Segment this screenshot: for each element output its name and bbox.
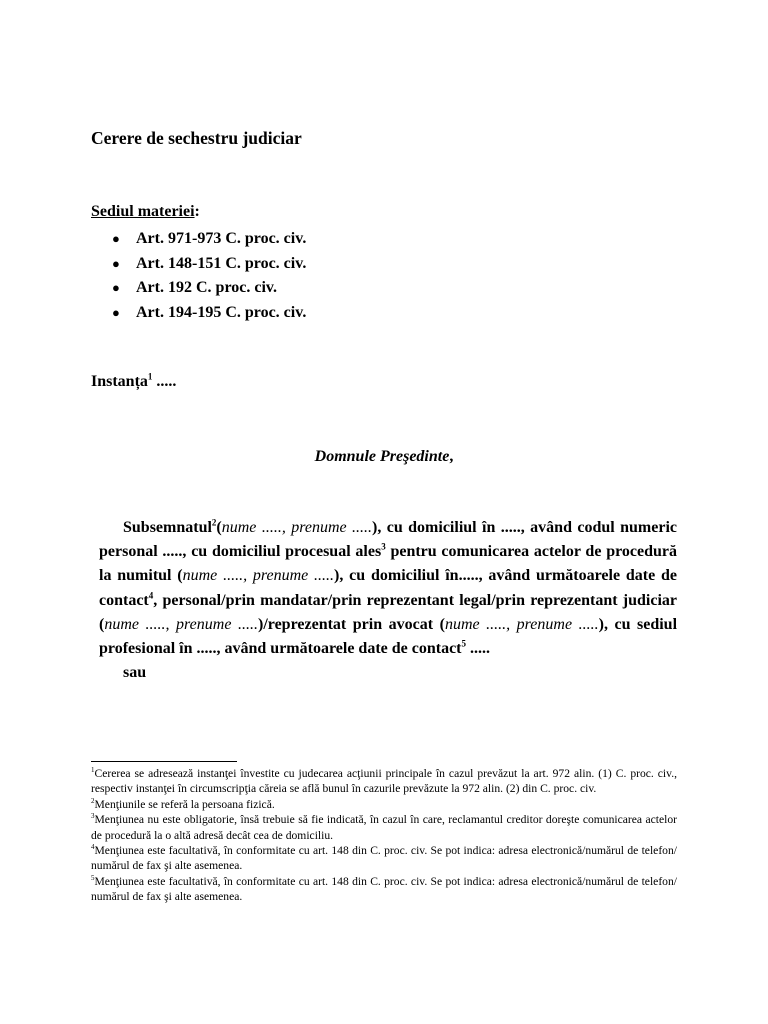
list-item (112, 301, 306, 326)
footnote-text: Menţiunea nu este obligatorie, însă trebuie să fie indicată, în cazul în care, reclamantul creditor doreşte comunicarea actelor de procedură la o altă adresă decât cea de domiciliu. (91, 813, 677, 842)
sediul-heading-colon: : (194, 203, 200, 220)
instanta-label: Instanța (91, 373, 148, 390)
bullet-icon: ● (112, 255, 120, 271)
placeholder-name: nume ....., prenume ..... (182, 567, 335, 585)
body-paragraph (99, 516, 677, 661)
footnote-text: Menţiunea este facultativă, în conformitate cu art. 148 din C. proc. civ. Se pot indica: adresa electronică/numărul de telefon/ numărul de fax şi alte asemenea. (91, 844, 677, 873)
text-segment: , personal/prin mandatar/prin reprezentant legal/prin reprezentant judiciar ( (99, 591, 677, 633)
footnote-text: Menţiunile se referă la persoana fizică. (94, 797, 275, 811)
instanta-dots: ..... (152, 373, 177, 390)
text-segment: )/reprezentat prin avocat ( (257, 615, 445, 633)
article-text: Art. 194-195 C. proc. civ. (136, 303, 307, 321)
text-segment: ), cu sediul profesional în ....., având următoarele date de contact (99, 615, 678, 658)
text-segment: ), cu domiciliul în....., având următoarele date de contact (99, 567, 677, 609)
footnote-ref-1[interactable]: 1 (147, 371, 153, 382)
articles-list (112, 227, 306, 325)
subsemnatul-label: Subsemnatul (123, 519, 212, 536)
text-segment: pentru comunicarea actelor de procedură la numitul ( (99, 543, 678, 585)
footnote-ref-3[interactable]: 3 (381, 541, 386, 552)
footnote-text: Menţiunea este facultativă, în conformitate cu art. 148 din C. proc. civ. Se pot indica: adresa electronică/numărul de telefon/ numărul de fax şi alte asemenea. (91, 874, 677, 904)
article-text: Art. 148-151 C. proc. civ. (136, 254, 307, 272)
list-item (112, 276, 306, 301)
footnote (91, 843, 677, 874)
text-segment: ( (216, 519, 222, 536)
placeholder-name: nume ....., prenume ..... (104, 615, 258, 633)
footnote-divider (91, 761, 237, 762)
footnote-number: 1 (91, 766, 95, 775)
document-title: Cerere de sechestru judiciar (91, 128, 302, 148)
sau-label: sau (123, 664, 147, 681)
footnote-ref-4[interactable]: 4 (148, 590, 154, 601)
instanta-line (91, 373, 176, 391)
list-item (112, 252, 306, 277)
footnote (91, 874, 677, 905)
footnote-number: 4 (91, 843, 95, 852)
footnote (91, 812, 677, 843)
footnote (91, 797, 677, 812)
text-segment: ..... (466, 640, 490, 658)
sediul-heading-label: Sediul materiei (91, 203, 195, 220)
placeholder-name: nume ....., prenume ..... (221, 519, 373, 536)
salutation (0, 448, 768, 466)
salutation-comma: , (449, 448, 454, 465)
footnote (91, 766, 677, 797)
list-item (112, 227, 306, 252)
sediul-heading (91, 203, 200, 221)
footnote-number: 2 (91, 796, 95, 805)
article-text: Art. 192 C. proc. civ. (136, 279, 278, 296)
bullet-icon: ● (112, 304, 120, 320)
bullet-icon: ● (112, 280, 120, 295)
footnote-number: 3 (91, 812, 95, 821)
footnote-ref-2[interactable]: 2 (211, 517, 217, 528)
footnote-ref-5[interactable]: 5 (461, 638, 466, 649)
article-text: Art. 971-973 C. proc. civ. (136, 230, 307, 247)
footnotes (91, 766, 677, 905)
footnote-number: 5 (91, 873, 95, 882)
bullet-icon: ● (112, 231, 120, 246)
placeholder-name: nume ....., prenume ..... (444, 615, 599, 633)
text-segment: ), cu domiciliul în ....., având codul numeric personal ....., cu domiciliul procesual ales (99, 519, 677, 561)
footnote-text: Cererea se adresează instanţei învestite cu judecarea acţiunii principale în cazul prevăzut la art. 972 alin. (1) C. proc. civ., respectiv instanţei în circumscripţia căreia se află bunul în cazurile prevăzute la 972 alin. (2) din C. proc. civ. (91, 767, 677, 796)
salutation-text: Domnule Preşedinte (314, 448, 450, 465)
